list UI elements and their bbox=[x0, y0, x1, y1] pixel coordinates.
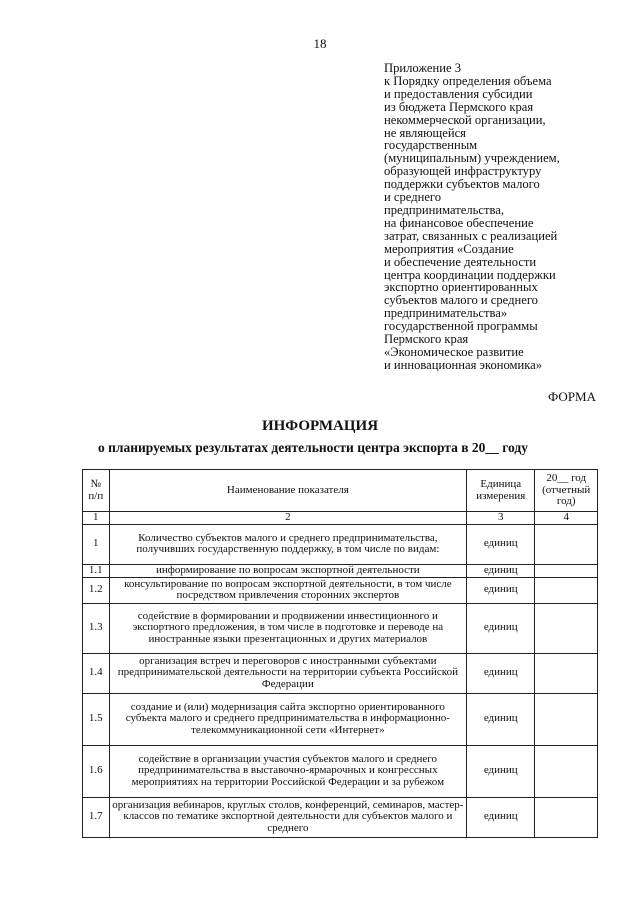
header-num: № п/п bbox=[83, 470, 110, 512]
appendix-line: на финансовое обеспечение bbox=[384, 215, 534, 230]
table-row bbox=[83, 603, 598, 653]
row-unit: единиц bbox=[467, 745, 535, 797]
table-row bbox=[83, 564, 598, 577]
appendix-line: поддержки субъектов малого bbox=[384, 177, 540, 192]
appendix-line: и среднего bbox=[384, 190, 442, 205]
row-num: 1.5 bbox=[83, 693, 110, 745]
table-row bbox=[83, 693, 598, 745]
appendix-line: не являющейся bbox=[384, 125, 466, 140]
col-number: 1 bbox=[83, 512, 110, 525]
appendix-line: (муниципальным) учреждением, bbox=[384, 151, 560, 166]
row-num: 1.2 bbox=[83, 577, 110, 603]
row-num: 1.3 bbox=[83, 603, 110, 653]
row-num: 1 bbox=[83, 524, 110, 564]
appendix-line: мероприятия «Создание bbox=[384, 241, 514, 256]
row-unit: единиц bbox=[467, 524, 535, 564]
row-value-cell[interactable] bbox=[535, 603, 598, 653]
row-unit: единиц bbox=[467, 797, 535, 837]
document-title: ИНФОРМАЦИЯ bbox=[261, 418, 379, 434]
appendix-line: некоммерческой организации, bbox=[384, 112, 546, 127]
row-value-cell[interactable] bbox=[535, 524, 598, 564]
header-name: Наименование показателя bbox=[109, 470, 467, 512]
appendix-line: государственной программы bbox=[384, 319, 538, 334]
appendix-header bbox=[384, 62, 624, 372]
table-row bbox=[83, 524, 598, 564]
row-num: 1.6 bbox=[83, 745, 110, 797]
appendix-line: предпринимательства, bbox=[384, 202, 505, 217]
row-value-cell[interactable] bbox=[535, 577, 598, 603]
row-value-cell[interactable] bbox=[535, 564, 598, 577]
appendix-line: «Экономическое развитие bbox=[384, 344, 524, 359]
row-name: создание и (или) модернизация сайта экспортно ориентированного субъекта малого и среднего предпринимательства в информационно-телекоммуникационной сети «Интернет» bbox=[109, 693, 467, 745]
row-name: организация встреч и переговоров с иностранными субъектами предпринимательской деятельности на территории субъекта Российской Федерации bbox=[109, 653, 467, 693]
appendix-line: Пермского края bbox=[384, 332, 469, 347]
appendix-line: и предоставления субсидии bbox=[384, 86, 533, 101]
col-number: 2 bbox=[109, 512, 467, 525]
row-name: содействие в организации участия субъектов малого и среднего предпринимательства в выставочно-ярмарочных и конгрессных мероприятиях на территории Российской Федерации и за рубежом bbox=[109, 745, 467, 797]
appendix-line: государственным bbox=[384, 138, 478, 153]
row-name: информирование по вопросам экспортной деятельности bbox=[109, 564, 467, 577]
appendix-line: предпринимательства» bbox=[384, 306, 508, 321]
row-value-cell[interactable] bbox=[535, 693, 598, 745]
results-table bbox=[82, 469, 598, 838]
appendix-line: образующей инфраструктуру bbox=[384, 164, 542, 179]
form-label: ФОРМА bbox=[548, 389, 596, 404]
col-number: 3 bbox=[467, 512, 535, 525]
row-unit: единиц bbox=[467, 603, 535, 653]
document-subtitle: о планируемых результатах деятельности центра экспорта в 20__ году bbox=[98, 440, 528, 455]
row-value-cell[interactable] bbox=[535, 653, 598, 693]
row-unit: единиц bbox=[467, 693, 535, 745]
header-year: 20__ год (отчетный год) bbox=[535, 470, 598, 512]
row-num: 1.4 bbox=[83, 653, 110, 693]
column-number-row bbox=[83, 512, 598, 525]
table-row bbox=[83, 653, 598, 693]
appendix-line: и обеспечение деятельности bbox=[384, 254, 537, 269]
col-number: 4 bbox=[535, 512, 598, 525]
row-num: 1.1 bbox=[83, 564, 110, 577]
row-unit: единиц bbox=[467, 564, 535, 577]
row-name: содействие в формировании и продвижении инвестиционного и экспортного предложения, в том числе в подготовке и переводе на иностранные языки презентационных и других материалов bbox=[109, 603, 467, 653]
table-row bbox=[83, 745, 598, 797]
appendix-line: Приложение 3 bbox=[384, 61, 462, 75]
table-row bbox=[83, 797, 598, 837]
table-header-row bbox=[83, 470, 598, 512]
appendix-line: из бюджета Пермского края bbox=[384, 99, 534, 114]
appendix-line: к Порядку определения объема bbox=[384, 73, 552, 88]
appendix-line: и инновационная экономика» bbox=[384, 357, 543, 372]
header-unit: Единица измерения bbox=[467, 470, 535, 512]
appendix-line: субъектов малого и среднего bbox=[384, 293, 538, 308]
row-unit: единиц bbox=[467, 577, 535, 603]
row-name: Количество субъектов малого и среднего предпринимательства, получивших государственную поддержку, в том числе по видам: bbox=[109, 524, 467, 564]
row-value-cell[interactable] bbox=[535, 745, 598, 797]
row-unit: единиц bbox=[467, 653, 535, 693]
row-name: организация вебинаров, круглых столов, конференций, семинаров, мастер-классов по тематике экспортной деятельности для субъектов малого и среднего bbox=[109, 797, 467, 837]
appendix-line: затрат, связанных с реализацией bbox=[384, 228, 558, 243]
page-number: 18 bbox=[313, 36, 327, 51]
row-num: 1.7 bbox=[83, 797, 110, 837]
row-name: консультирование по вопросам экспортной деятельности, в том числе посредством привлечения сторонних экспертов bbox=[109, 577, 467, 603]
appendix-line: центра координации поддержки bbox=[384, 267, 556, 282]
appendix-line: экспортно ориентированных bbox=[384, 280, 538, 295]
table-row bbox=[83, 577, 598, 603]
row-value-cell[interactable] bbox=[535, 797, 598, 837]
